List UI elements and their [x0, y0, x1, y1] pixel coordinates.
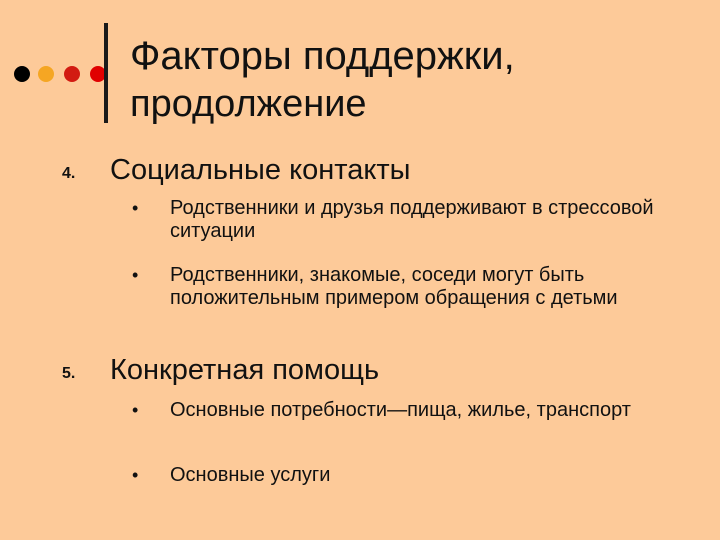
section-number: 4. [62, 165, 76, 182]
title-line-2: продолжение [130, 83, 367, 125]
bullet-icon: • [132, 265, 139, 285]
bullet-icon: • [132, 400, 139, 420]
bullet-icon: • [132, 465, 139, 485]
section-heading: Социальные контакты [110, 154, 411, 186]
section-number: 5. [62, 365, 76, 382]
list-item-text: Основные услуги [170, 464, 331, 486]
bullet-icon: • [132, 198, 139, 218]
black-dot-icon [14, 66, 30, 82]
orange-dot-icon [38, 66, 54, 82]
section-heading: Конкретная помощь [110, 354, 380, 386]
red-dot-icon [64, 66, 80, 82]
list-item-text: Родственники, знакомые, соседи могут быть положительным примером обращения с детьми [170, 264, 618, 309]
title-line-1: Факторы поддержки, [130, 34, 515, 78]
slide-title [130, 31, 700, 127]
title-divider [104, 23, 108, 123]
list-item-text: Основные потребности—пища, жилье, транспорт [170, 399, 631, 421]
list-item-text: Родственники и друзья поддерживают в стрессовой ситуации [170, 197, 654, 242]
